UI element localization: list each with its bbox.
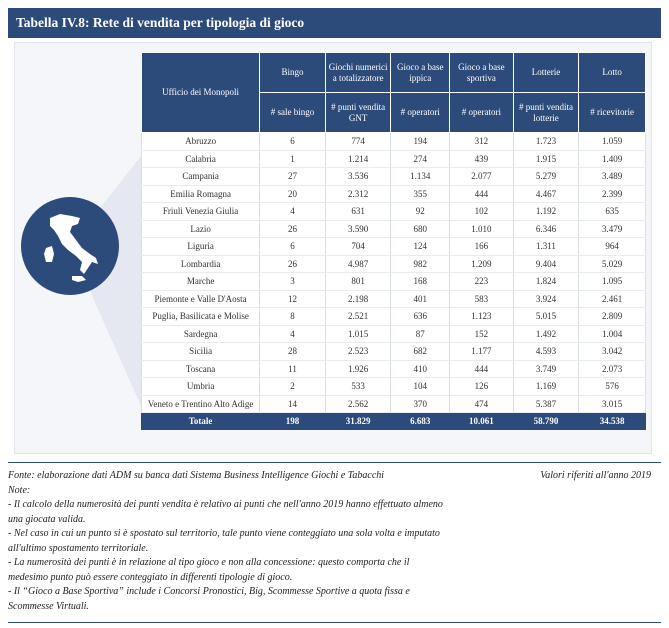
- cell-region: Lazio: [142, 220, 260, 238]
- cell-lotterie: 6.346: [513, 220, 579, 238]
- cell-gnt: 533: [325, 378, 391, 396]
- cell-bingo: 2: [260, 378, 326, 396]
- cell-lotterie: 1.169: [513, 378, 579, 396]
- cell-region: Umbria: [142, 378, 260, 396]
- note-line: - La numerosità dei punti è in relazione al tipo gioco e non alla concessione: questo comporta che il: [8, 557, 410, 568]
- table-row: [142, 395, 646, 413]
- table-title: Tabella IV.8: Rete di vendita per tipologia di gioco: [8, 8, 661, 38]
- cell-gnt: 774: [325, 133, 391, 151]
- col-group-ippica: Gioco a base ippica: [391, 53, 450, 93]
- cell-gnt: 2.521: [325, 308, 391, 326]
- cell-lotterie: 1.192: [513, 203, 579, 221]
- cell-bingo: 26: [260, 220, 326, 238]
- cell-lotterie: 4.593: [513, 343, 579, 361]
- table-body: [142, 133, 646, 430]
- table-row: [142, 343, 646, 361]
- cell-lotterie: 4.467: [513, 185, 579, 203]
- note-line: medesimo punto può essere conteggiato in differenti tipologie di gioco.: [8, 571, 293, 583]
- cell-gnt: 2.562: [325, 395, 391, 413]
- col-unit-ippica: # operatori: [391, 93, 450, 133]
- col-group-gnt: Giochi numerici a totalizzatore: [325, 53, 391, 93]
- cell-sportiva: 126: [450, 378, 514, 396]
- cell-lotterie: 1.492: [513, 325, 579, 343]
- total-bingo: 198: [260, 413, 326, 430]
- cell-bingo: 1: [260, 150, 326, 168]
- table-row: [142, 238, 646, 256]
- cell-lotterie: 5.015: [513, 308, 579, 326]
- cell-ippica: 92: [391, 203, 450, 221]
- col-unit-sportiva: # operatori: [450, 93, 514, 133]
- cell-bingo: 11: [260, 360, 326, 378]
- cell-bingo: 20: [260, 185, 326, 203]
- bottom-rule: [8, 622, 661, 623]
- cell-sportiva: 1.010: [450, 220, 514, 238]
- total-lotterie: 58.790: [513, 413, 579, 430]
- cell-region: Friuli Venezia Giulia: [142, 203, 260, 221]
- cell-sportiva: 439: [450, 150, 514, 168]
- notes-label: Note:: [8, 484, 31, 496]
- cell-ippica: 104: [391, 378, 450, 396]
- cell-ippica: 410: [391, 360, 450, 378]
- cell-sportiva: 152: [450, 325, 514, 343]
- cell-region: Sardegna: [142, 325, 260, 343]
- cell-ippica: 1.134: [391, 168, 450, 186]
- cell-lotto: 576: [579, 378, 646, 396]
- cell-lotto: 635: [579, 203, 646, 221]
- cell-gnt: 2.523: [325, 343, 391, 361]
- cell-gnt: 4.987: [325, 255, 391, 273]
- total-gnt: 31.829: [325, 413, 391, 430]
- cell-bingo: 6: [260, 133, 326, 151]
- cell-sportiva: 583: [450, 290, 514, 308]
- total-region: Totale: [142, 413, 260, 430]
- cell-bingo: 4: [260, 203, 326, 221]
- cell-lotto: 3.015: [579, 395, 646, 413]
- cell-region: Campania: [142, 168, 260, 186]
- cell-bingo: 27: [260, 168, 326, 186]
- total-lotto: 34.538: [579, 413, 646, 430]
- cell-lotto: 2.399: [579, 185, 646, 203]
- cell-lotterie: 9.404: [513, 255, 579, 273]
- cell-region: Toscana: [142, 360, 260, 378]
- table-row: [142, 255, 646, 273]
- note-line: - Il calcolo della numerosità dei punti vendita è relativo ai punti che nell'anno 2019 hanno effettuato almeno: [8, 499, 443, 510]
- cell-bingo: 3: [260, 273, 326, 291]
- table-row: [142, 325, 646, 343]
- cell-sportiva: 312: [450, 133, 514, 151]
- table-row: [142, 360, 646, 378]
- cell-lotto: 3.042: [579, 343, 646, 361]
- cell-lotterie: 5.279: [513, 168, 579, 186]
- total-row: [142, 413, 646, 430]
- cell-sportiva: 474: [450, 395, 514, 413]
- table-row: [142, 133, 646, 151]
- region-header: Ufficio dei Monopoli: [142, 53, 260, 133]
- note-line: - Il “Gioco a Base Sportiva” include i Concorsi Pronostici, Big, Scommesse Sportive a quota fissa e: [8, 586, 410, 597]
- cell-gnt: 3.536: [325, 168, 391, 186]
- cell-gnt: 631: [325, 203, 391, 221]
- note-line: all'ultimo spostamento territoriale.: [8, 542, 149, 554]
- cell-region: Emilia Romagna: [142, 185, 260, 203]
- col-unit-lotto: # ricevitorie: [579, 93, 646, 133]
- cell-ippica: 194: [391, 133, 450, 151]
- source-note: Fonte: elaborazione dati ADM su banca dati Sistema Business Intelligence Giochi e Tabacchi: [8, 470, 385, 481]
- cell-lotto: 1.095: [579, 273, 646, 291]
- cell-lotto: 5.029: [579, 255, 646, 273]
- table-row: [142, 378, 646, 396]
- reference-year-note: Valori riferiti all'anno 2019: [540, 470, 651, 481]
- total-sportiva: 10.061: [450, 413, 514, 430]
- cell-ippica: 982: [391, 255, 450, 273]
- cell-sportiva: 444: [450, 360, 514, 378]
- cell-gnt: 801: [325, 273, 391, 291]
- cell-ippica: 87: [391, 325, 450, 343]
- cell-ippica: 636: [391, 308, 450, 326]
- table-row: [142, 185, 646, 203]
- cell-sportiva: 1.177: [450, 343, 514, 361]
- cell-lotterie: 1.311: [513, 238, 579, 256]
- cell-bingo: 8: [260, 308, 326, 326]
- cell-region: Lombardia: [142, 255, 260, 273]
- cell-ippica: 355: [391, 185, 450, 203]
- cell-lotto: 1.409: [579, 150, 646, 168]
- table-row: [142, 273, 646, 291]
- cell-bingo: 12: [260, 290, 326, 308]
- cell-region: Marche: [142, 273, 260, 291]
- table-row: [142, 203, 646, 221]
- cell-region: Abruzzo: [142, 133, 260, 151]
- cell-gnt: 1.015: [325, 325, 391, 343]
- cell-bingo: 4: [260, 325, 326, 343]
- col-group-lotto: Lotto: [579, 53, 646, 93]
- cell-region: Veneto e Trentino Alto Adige: [142, 395, 260, 413]
- cell-bingo: 26: [260, 255, 326, 273]
- cell-gnt: 2.312: [325, 185, 391, 203]
- cell-ippica: 168: [391, 273, 450, 291]
- col-unit-lotterie: # punti vendita lotterie: [513, 93, 579, 133]
- cell-bingo: 28: [260, 343, 326, 361]
- cell-lotto: 3.479: [579, 220, 646, 238]
- cell-gnt: 2.198: [325, 290, 391, 308]
- col-group-sportiva: Gioco a base sportiva: [450, 53, 514, 93]
- col-unit-bingo: # sale bingo: [260, 93, 326, 133]
- table-footer: [8, 462, 661, 614]
- table-row: [142, 220, 646, 238]
- note-line: Scommesse Virtuali.: [8, 600, 89, 612]
- cell-gnt: 1.926: [325, 360, 391, 378]
- col-group-lotterie: Lotterie: [513, 53, 579, 93]
- table-row: [142, 308, 646, 326]
- col-group-bingo: Bingo: [260, 53, 326, 93]
- cell-lotto: 1.004: [579, 325, 646, 343]
- cell-sportiva: 1.209: [450, 255, 514, 273]
- cell-region: Piemonte e Valle D'Aosta: [142, 290, 260, 308]
- cell-sportiva: 223: [450, 273, 514, 291]
- cell-ippica: 274: [391, 150, 450, 168]
- cell-lotto: 1.059: [579, 133, 646, 151]
- cell-region: Liguria: [142, 238, 260, 256]
- sales-network-table: [141, 52, 646, 430]
- cell-lotto: 2.073: [579, 360, 646, 378]
- cell-ippica: 124: [391, 238, 450, 256]
- cell-gnt: 704: [325, 238, 391, 256]
- cell-lotterie: 5.387: [513, 395, 579, 413]
- table-row: [142, 290, 646, 308]
- table-row: [142, 168, 646, 186]
- cell-gnt: 3.590: [325, 220, 391, 238]
- cell-lotterie: 3.924: [513, 290, 579, 308]
- table-row: [142, 150, 646, 168]
- cell-ippica: 370: [391, 395, 450, 413]
- col-unit-gnt: # punti vendita GNT: [325, 93, 391, 133]
- cell-sportiva: 444: [450, 185, 514, 203]
- cell-region: Puglia, Basilicata e Molise: [142, 308, 260, 326]
- cell-ippica: 401: [391, 290, 450, 308]
- note-line: una giocata valida.: [8, 513, 86, 525]
- total-ippica: 6.683: [391, 413, 450, 430]
- cell-region: Sicilia: [142, 343, 260, 361]
- cell-sportiva: 166: [450, 238, 514, 256]
- note-line: - Nel caso in cui un punto si è spostato sul territorio, tale punto viene conteggiato una sola volta e imputato: [8, 528, 440, 539]
- cell-lotto: 2.809: [579, 308, 646, 326]
- cell-ippica: 680: [391, 220, 450, 238]
- cell-lotto: 2.461: [579, 290, 646, 308]
- cell-bingo: 6: [260, 238, 326, 256]
- cell-sportiva: 102: [450, 203, 514, 221]
- cell-sportiva: 2.077: [450, 168, 514, 186]
- cell-lotterie: 1.723: [513, 133, 579, 151]
- cell-lotterie: 1.824: [513, 273, 579, 291]
- cell-lotto: 964: [579, 238, 646, 256]
- cell-lotto: 3.489: [579, 168, 646, 186]
- cell-ippica: 682: [391, 343, 450, 361]
- cell-region: Calabria: [142, 150, 260, 168]
- italy-map-icon: [20, 196, 120, 296]
- cell-bingo: 14: [260, 395, 326, 413]
- cell-lotterie: 3.749: [513, 360, 579, 378]
- cell-gnt: 1.214: [325, 150, 391, 168]
- cell-sportiva: 1.123: [450, 308, 514, 326]
- cell-lotterie: 1.915: [513, 150, 579, 168]
